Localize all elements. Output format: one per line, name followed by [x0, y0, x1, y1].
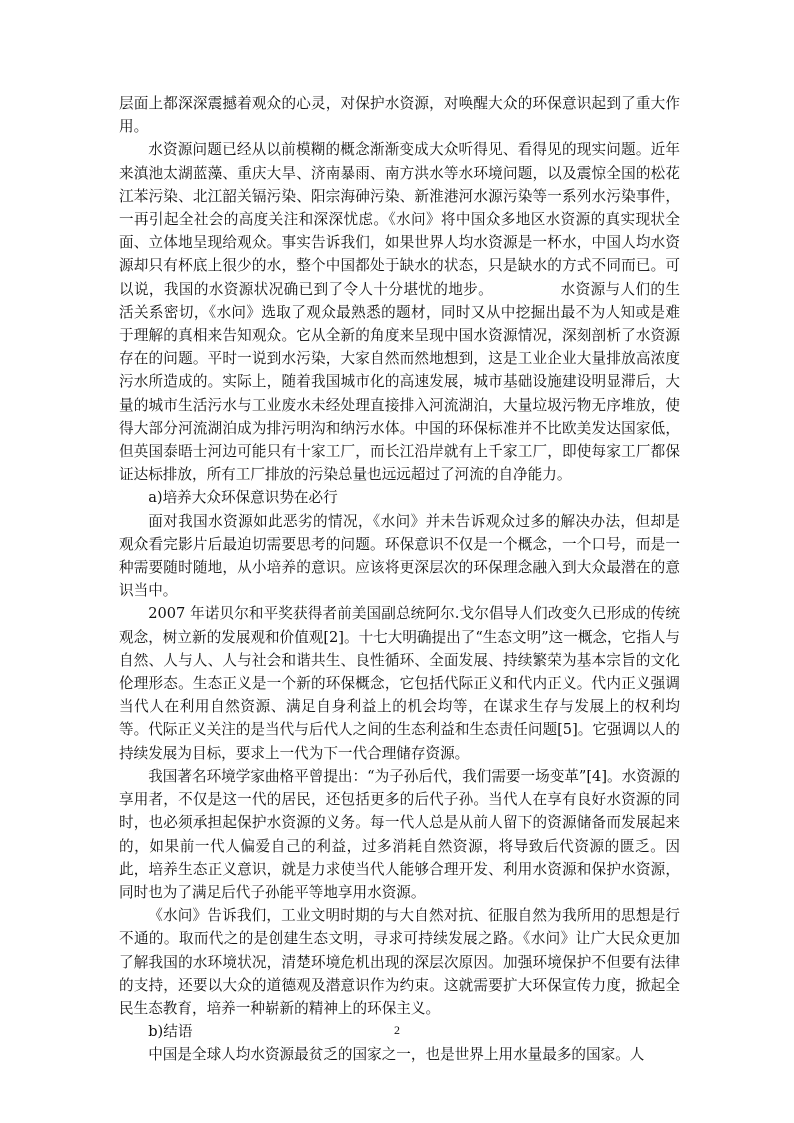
paragraph-awareness: 面对我国水资源如此恶劣的情况，《水问》并未告诉观众过多的解决办法，但却是观众看完影片后最迫切需要思考的问题。环保意识不仅是一个概念，一个口号，而是一种需要随时随地，从小培养的意识。应该将更深层次的环保理念融入到大众最潜在的意识当中。 — [119, 512, 680, 600]
paragraph-water-problems: 水资源问题已经从以前模糊的概念渐渐变成大众听得见、看得见的现实问题。近年来滇池太湖蓝藻、重庆大旱、济南暴雨、南方洪水等水环境问题，以及震惊全国的松花江苯污染、北江韶关镉污染、阳宗海砷污染、新淮港河水源污染等一系列水污染事件，一再引起全社会的高度关注和深深忧虑。《水问》将中国众多地区水资源的真实现状全面、立体地呈现给观众。事实告诉我们，如果世界人均水资源是一杯水，中国人均水资源却只有杯底上很少的水，整个中国都处于缺水的状态，只是缺水的方式不同而已。可以说，我国的水资源状况确已到了令人十分堪忧的地步。 水资源与人们的生活关系密切，《水问》选取了观众最熟悉的题材，同时又从中挖掘出最不为人知或是难于理解的真相来告知观众。它从全新的角度来呈现中国水资源情况，深刻剖析了水资源存在的问题。平时一说到水污染，大家自然而然地想到，这是工业企业大量排放高浓度污水所造成的。实际上，随着我国城市化的高速发展，城市基础设施建设明显滞后，大量的城市生活污水与工业废水未经处理直接排入河流湖泊，大量垃圾污物无序堆放，使得大部分河流湖泊成为排污明沟和纳污水体。中国的环保标准并不比欧美发达国家低，但英国泰晤士河边可能只有十家工厂，而长江沿岸就有上千家工厂，即使每家工厂都保证达标排放，所有工厂排放的污染总量也远远超过了河流的自净能力。 — [119, 141, 680, 484]
paragraph-future-generations: 我国著名环境学家曲格平曾提出：“为子孙后代，我们需要一场变革”[4]。水资源的享用者，不仅是这一代的居民，还包括更多的后代子孙。当代人在享有良好水资源的同时，也必须承担起保护水资源的义务。每一代人总是从前人留下的资源储备而发展起来的，如果前一代人偏爱自己的利益，过多消耗自然资源，将导致后代资源的匮乏。因此，培养生态正义意识，就是力求使当代人能够合理开发、利用水资源和保护水资源，同时也为了满足后代子孙能平等地享用水资源。 — [119, 767, 680, 901]
paragraph-ecological-justice: 2007 年诺贝尔和平奖获得者前美国副总统阿尔.戈尔倡导人们改变久已形成的传统观念，树立新的发展观和价值观[2]。十七大明确提出了“生态文明”这一概念，它指人与自然、人与人、人与社会和谐共生、良性循环、全面发展、持续繁荣为基本宗旨的文化伦理形态。生态正义是一个新的环保概念，它包括代际正义和代内正义。代内正义强调当代人在利用自然资源、满足自身利益上的机会均等，在谋求生存与发展上的权利均等。代际正义关注的是当代与后代人之间的生态利益和生态责任问题[5]。它强调以人的持续发展为目标，要求上一代为下一代合理储存资源。 — [119, 605, 680, 762]
paragraph-ecological-civilization: 《水问》告诉我们，工业文明时期的与大自然对抗、征服自然为我所用的思想是行不通的。取而代之的是创建生态文明，寻求可持续发展之路。《水问》让广大民众更加了解我国的水环境状况，清楚环境危机出现的深层次原因。加强环境保护不但要有法律的支持，还要以大众的道德观及潜意识作为约束。这就需要扩大环保宣传力度，掀起全民生态教育，培养一种崭新的精神上的环保主义。 — [119, 907, 680, 1017]
paragraph-conclusion: 中国是全球人均水资源最贫乏的国家之一，也是世界上用水量最多的国家。人 — [148, 1046, 645, 1064]
body-text — [119, 92, 680, 1067]
page-number: 2 — [394, 1023, 400, 1037]
section-heading-b: b)结语 — [148, 1023, 193, 1041]
paragraph-continuation: 层面上都深深震撼着观众的心灵，对保护水资源，对唤醒大众的环保意识起到了重大作用。 — [119, 95, 680, 136]
section-heading-a: a)培养大众环保意识势在必行 — [148, 489, 338, 507]
